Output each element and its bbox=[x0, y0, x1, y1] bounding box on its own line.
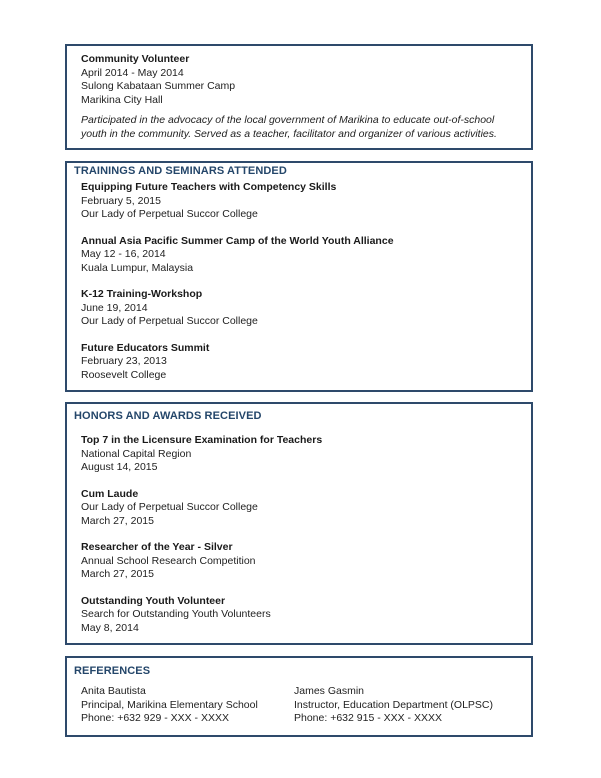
references-section bbox=[65, 656, 533, 737]
training-item bbox=[81, 181, 519, 222]
training-item bbox=[81, 235, 519, 276]
honors-heading: HONORS AND AWARDS RECEIVED bbox=[74, 410, 262, 422]
training-title: Equipping Future Teachers with Competency Skills bbox=[81, 181, 337, 193]
training-title: K-12 Training-Workshop bbox=[81, 288, 203, 300]
reference-card bbox=[294, 685, 493, 726]
training-title: Future Educators Summit bbox=[81, 341, 210, 354]
honor-item bbox=[81, 541, 519, 582]
honor-title: Top 7 in the Licensure Examination for Teachers bbox=[81, 434, 323, 446]
honors-section bbox=[65, 402, 533, 645]
training-venue: Kuala Lumpur, Malaysia bbox=[81, 261, 194, 274]
honor-date: March 27, 2015 bbox=[81, 514, 154, 527]
honor-item bbox=[81, 488, 519, 529]
honor-title: Researcher of the Year - Silver bbox=[81, 541, 233, 553]
reference-phone: Phone: +632 929 - XXX - XXXX bbox=[81, 712, 229, 724]
training-title: Annual Asia Pacific Summer Camp of the World Youth Alliance bbox=[81, 234, 394, 247]
trainings-section bbox=[65, 161, 533, 392]
trainings-list bbox=[81, 181, 519, 382]
training-venue: Our Lady of Perpetual Succor College bbox=[81, 315, 258, 327]
volunteer-description: Participated in the advocacy of the local government of Marikina to educate out-of-school youth in the community. Served as a teacher, facilitator and organizer of various activities. bbox=[81, 114, 497, 140]
honor-date: May 8, 2014 bbox=[81, 621, 139, 634]
volunteer-entry bbox=[81, 53, 519, 141]
honor-detail: Our Lady of Perpetual Succor College bbox=[81, 501, 258, 513]
training-item bbox=[81, 288, 519, 329]
honors-list bbox=[81, 434, 519, 635]
honor-title: Outstanding Youth Volunteer bbox=[81, 594, 226, 607]
honor-date: August 14, 2015 bbox=[81, 461, 158, 473]
training-venue: Our Lady of Perpetual Succor College bbox=[81, 208, 258, 220]
volunteer-section bbox=[65, 44, 533, 150]
honor-title: Cum Laude bbox=[81, 487, 139, 500]
training-date: May 12 - 16, 2014 bbox=[81, 248, 166, 260]
training-item bbox=[81, 342, 519, 383]
honor-item bbox=[81, 595, 519, 636]
honor-detail: National Capital Region bbox=[81, 447, 192, 460]
reference-phone: Phone: +632 915 - XXX - XXXX bbox=[294, 712, 442, 724]
volunteer-dates: April 2014 - May 2014 bbox=[81, 66, 184, 79]
training-venue: Roosevelt College bbox=[81, 368, 167, 381]
honor-date: March 27, 2015 bbox=[81, 568, 154, 580]
reference-position: Instructor, Education Department (OLPSC) bbox=[294, 698, 494, 711]
volunteer-location: Marikina City Hall bbox=[81, 93, 163, 106]
reference-name: Anita Bautista bbox=[81, 685, 146, 697]
honor-detail: Annual School Research Competition bbox=[81, 554, 256, 567]
reference-position: Principal, Marikina Elementary School bbox=[81, 698, 258, 711]
volunteer-organization: Sulong Kabataan Summer Camp bbox=[81, 80, 236, 92]
training-date: February 23, 2013 bbox=[81, 355, 167, 367]
honor-item bbox=[81, 434, 519, 475]
training-date: February 5, 2015 bbox=[81, 194, 161, 207]
references-heading: REFERENCES bbox=[74, 665, 151, 677]
trainings-heading: TRAININGS AND SEMINARS ATTENDED bbox=[74, 165, 287, 177]
reference-card bbox=[81, 685, 258, 726]
training-date: June 19, 2014 bbox=[81, 301, 148, 314]
volunteer-title: Community Volunteer bbox=[81, 53, 190, 65]
honor-detail: Search for Outstanding Youth Volunteers bbox=[81, 608, 271, 620]
reference-name: James Gasmin bbox=[294, 685, 365, 697]
